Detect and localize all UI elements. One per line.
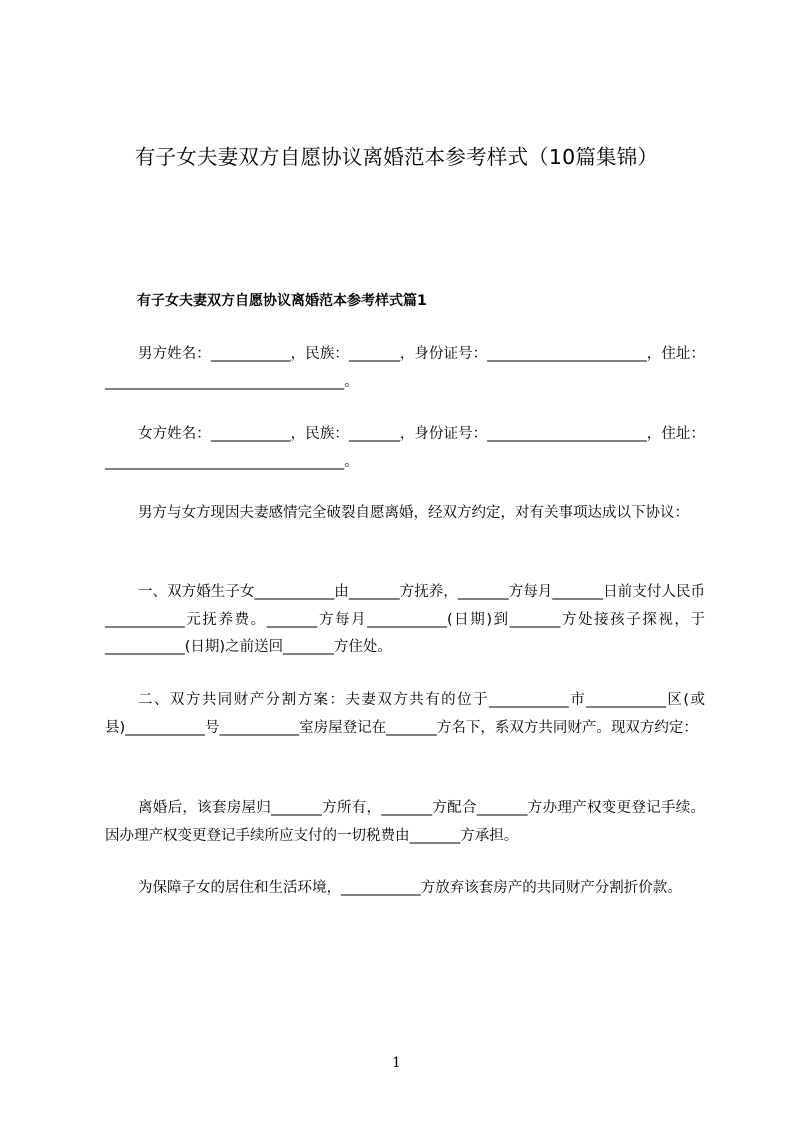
paragraph-child-custody: 一、双方婚生子女___________由_______方抚养，_______方每月_______日前支付人民币___________元抚养费。_______方每月___________(日期)到_______方处接孩子探视，于___________(日期)之前送回_______方住处。	[105, 584, 705, 655]
paragraph-child-residence: 为保障子女的居住和生活环境，___________方放弃该套房产的共同财产分割折价款。	[138, 880, 682, 896]
paragraph-male-info: 男方姓名：___________，民族：_______，身份证号：______________________，住址：_________________________________。	[105, 346, 705, 390]
paragraph-property-division: 二、双方共同财产分割方案：夫妻双方共有的位于___________市___________区(或县)___________号___________室房屋登记在_______方名下，系双方共同财产。现双方约定：	[105, 692, 705, 736]
paragraph-agreement-intro: 男方与女方现因夫妻感情完全破裂自愿离婚，经双方约定，对有关事项达成以下协议：	[138, 505, 689, 521]
document-title: 有子女夫妻双方自愿协议离婚范本参考样式（10篇集锦）	[134, 145, 659, 169]
page-number: 1	[392, 1055, 401, 1071]
paragraph-house-ownership: 离婚后，该套房屋归_______方所有，_______方配合_______方办理产权变更登记手续。因办理产权变更登记手续所应支付的一切税费由_______方承担。	[105, 800, 705, 844]
paragraph-female-info: 女方姓名：___________，民族：_______，身份证号：______________________，住址：_________________________________。	[105, 426, 705, 470]
section-heading: 有子女夫妻双方自愿协议离婚范本参考样式篇1	[137, 293, 427, 309]
